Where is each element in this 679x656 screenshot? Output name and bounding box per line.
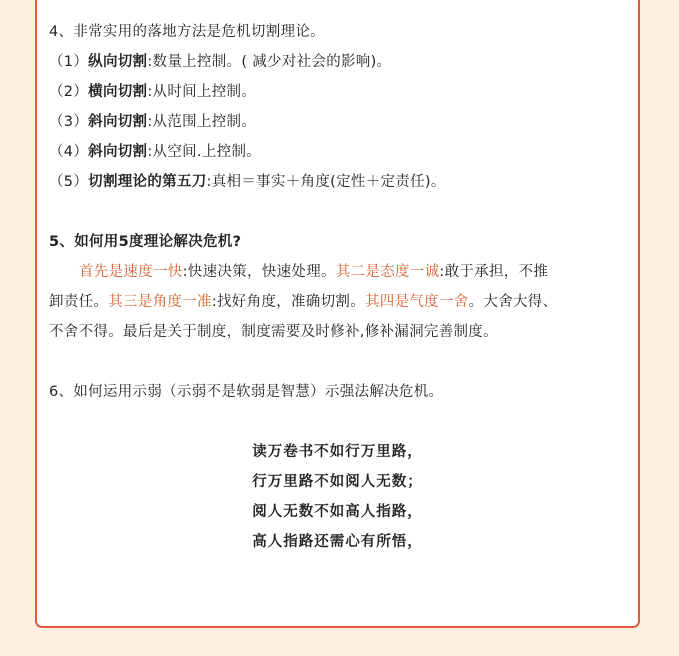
item-term: 斜向切割 <box>88 114 148 130</box>
section-4-heading: 4、非常实用的落地方法是危机切割理论。 <box>49 24 325 40</box>
item-desc: :数量上控制。( 减少对社会的影响)。 <box>147 54 392 70</box>
body-text: 。大舍大得、 <box>468 294 558 310</box>
item-number: （2） <box>49 84 89 100</box>
body-text: :找好角度，准确切割。 <box>211 294 365 310</box>
body-text: :快速决策，快速处理。 <box>182 264 336 280</box>
poem-line: 高人指路还需心有所悟， <box>252 534 423 550</box>
list-item <box>49 142 261 162</box>
highlight-phrase: 首先是速度一快 <box>79 264 183 280</box>
poem-line: 行万里路不如阅人无数； <box>252 474 423 490</box>
list-item <box>49 172 446 192</box>
item-number: （1） <box>49 54 89 70</box>
body-text: :敢于承担，不推 <box>439 264 549 280</box>
paragraph-line <box>49 292 557 312</box>
paragraph-line <box>79 262 548 282</box>
poem-line: 阅人无数不如高人指路， <box>252 504 423 520</box>
item-term: 纵向切割 <box>88 54 148 70</box>
item-desc: :从范围上控制。 <box>147 114 257 130</box>
list-item <box>49 82 256 102</box>
item-term: 斜向切割 <box>88 144 148 160</box>
list-item <box>49 52 391 72</box>
paragraph-line: 不舍不得。最后是关于制度，制度需要及时修补,修补漏洞完善制度。 <box>49 324 498 340</box>
item-desc: :从空间.上控制。 <box>147 144 262 160</box>
body-text: 卸责任。 <box>49 294 109 310</box>
item-term: 横向切割 <box>88 84 148 100</box>
highlight-phrase: 其二是态度一诚 <box>335 264 440 280</box>
item-number: （3） <box>49 114 89 130</box>
item-desc: :从时间上控制。 <box>147 84 257 100</box>
section-5-heading: 5、如何用5度理论解决危机? <box>49 234 242 250</box>
highlight-phrase: 其四是气度一舍 <box>365 294 469 310</box>
section-6-heading: 6、如何运用示弱（示弱不是软弱是智慧）示强法解决危机。 <box>49 384 444 400</box>
item-number: （4） <box>49 144 89 160</box>
item-number: （5） <box>49 174 89 190</box>
article-card <box>35 0 640 628</box>
highlight-phrase: 其三是角度一准 <box>108 294 212 310</box>
item-term: 切割理论的第五刀 <box>88 174 207 190</box>
item-desc: :真相＝事实＋角度(定性＋定责任)。 <box>206 174 446 190</box>
poem-line: 读万卷书不如行万里路， <box>252 444 423 460</box>
list-item <box>49 112 256 132</box>
